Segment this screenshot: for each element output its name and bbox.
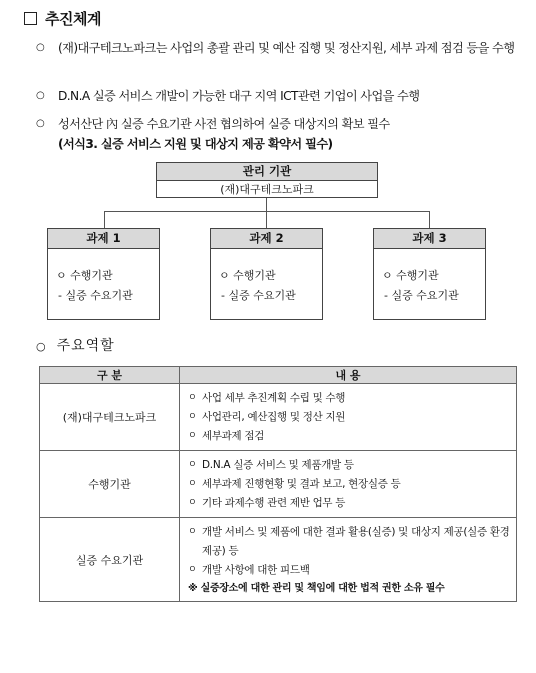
- table-row: [40, 384, 517, 451]
- bullet-text: 성서산단 內 실증 수요기관 사전 협의하여 실증 대상지의 확보 필수: [58, 117, 390, 131]
- list-item-text: 사업관리, 예산집행 및 정산 지원: [202, 411, 346, 423]
- list-item: [188, 389, 510, 408]
- bullet-bold-text: (서식3. 실증 서비스 지원 및 대상지 제공 확약서 필수): [58, 137, 333, 151]
- small-o-bullet-icon: ㅇ: [188, 412, 197, 422]
- header-category: 구 분: [40, 367, 180, 384]
- task-title: 과제 1: [48, 229, 159, 249]
- task-line-2: - 실증 수요기관: [221, 289, 296, 302]
- connector-line: [429, 211, 430, 228]
- task-box-1: [47, 228, 160, 320]
- small-o-bullet-icon: ㅇ: [188, 498, 197, 508]
- bullet-item: [36, 38, 526, 78]
- task-line-2: - 실증 수요기관: [384, 289, 459, 302]
- list-item-text: 세부과제 진행현황 및 결과 보고, 현장실증 등: [202, 478, 401, 490]
- task-line-2: - 실증 수요기관: [58, 289, 133, 302]
- section-title: [24, 8, 101, 29]
- section-title-text: 추진체계: [45, 10, 101, 28]
- circle-bullet-icon: ○: [36, 42, 45, 53]
- roles-title: [36, 335, 115, 355]
- bullet-text: D.N.A 실증 서비스 개발이 가능한 대구 지역 ICT관련 기업이 사업을 수행: [58, 89, 420, 103]
- bullet-text: (재)대구테크노파크는 사업의 총괄 관리 및 예산 집행 및 정산지원, 세부 과제 점검 등을 수행: [58, 41, 515, 55]
- bullet-item: [36, 86, 526, 106]
- list-item-text: 개발 사항에 대한 피드백: [202, 564, 310, 576]
- list-item-text: 세부과제 점검: [202, 430, 265, 442]
- table-row: [40, 451, 517, 518]
- list-item-text: 사업 세부 추진계획 수립 및 수행: [202, 392, 346, 404]
- task-box-3: [373, 228, 486, 320]
- list-item: [188, 408, 510, 427]
- list-item: [188, 523, 510, 561]
- connector-line: [266, 198, 267, 211]
- list-item: [188, 561, 510, 580]
- connector-line: [104, 211, 430, 212]
- task-box-2: [210, 228, 323, 320]
- roles-table: [39, 366, 517, 602]
- row-content: [180, 451, 517, 518]
- checkbox-square-icon: [24, 12, 37, 25]
- header-content: 내 용: [180, 367, 517, 384]
- task-line-1: ㅇ 수행기관: [56, 269, 113, 282]
- circle-bullet-icon: ○: [36, 118, 45, 129]
- org-top-body: (재)대구테크노파크: [220, 183, 314, 196]
- row-content: [180, 518, 517, 602]
- list-item-text: D.N.A 실증 서비스 및 제품개발 등: [202, 459, 354, 471]
- org-top-title: 관리 기관: [157, 163, 377, 181]
- row-label: (재)대구테크노파크: [40, 384, 180, 451]
- list-item: [188, 456, 510, 475]
- roles-title-text: 주요역할: [56, 338, 115, 354]
- table-row: [40, 518, 517, 602]
- list-item-text: 기타 과제수행 관련 제반 업무 등: [202, 497, 346, 509]
- circle-bullet-icon: ○: [36, 340, 47, 353]
- small-o-bullet-icon: ㅇ: [188, 393, 197, 403]
- task-title: 과제 3: [374, 229, 485, 249]
- note-text: ※ 실증장소에 대한 관리 및 책임에 대한 법적 권한 소유 필수: [188, 583, 445, 594]
- task-title: 과제 2: [211, 229, 322, 249]
- task-line-1: ㅇ 수행기관: [219, 269, 276, 282]
- connector-line: [266, 211, 267, 228]
- small-o-bullet-icon: ㅇ: [188, 431, 197, 441]
- small-o-bullet-icon: ㅇ: [188, 460, 197, 470]
- small-o-bullet-icon: ㅇ: [188, 527, 197, 537]
- connector-line: [104, 211, 105, 228]
- table-header-row: [40, 367, 517, 384]
- small-o-bullet-icon: ㅇ: [188, 479, 197, 489]
- org-top-box: [156, 162, 378, 198]
- bullet-text-wrap: [58, 114, 528, 154]
- circle-bullet-icon: ○: [36, 90, 45, 101]
- list-item: [188, 494, 510, 513]
- row-label: 수행기관: [40, 451, 180, 518]
- task-line-1: ㅇ 수행기관: [382, 269, 439, 282]
- list-item: [188, 475, 510, 494]
- row-label: 실증 수요기관: [40, 518, 180, 602]
- row-content: [180, 384, 517, 451]
- list-item: [188, 427, 510, 446]
- small-o-bullet-icon: ㅇ: [188, 565, 197, 575]
- bullet-item: [36, 114, 526, 154]
- list-item-text: 개발 서비스 및 제품에 대한 결과 활용(실증) 및 대상지 제공(실증 환경 제공) 등: [202, 526, 510, 557]
